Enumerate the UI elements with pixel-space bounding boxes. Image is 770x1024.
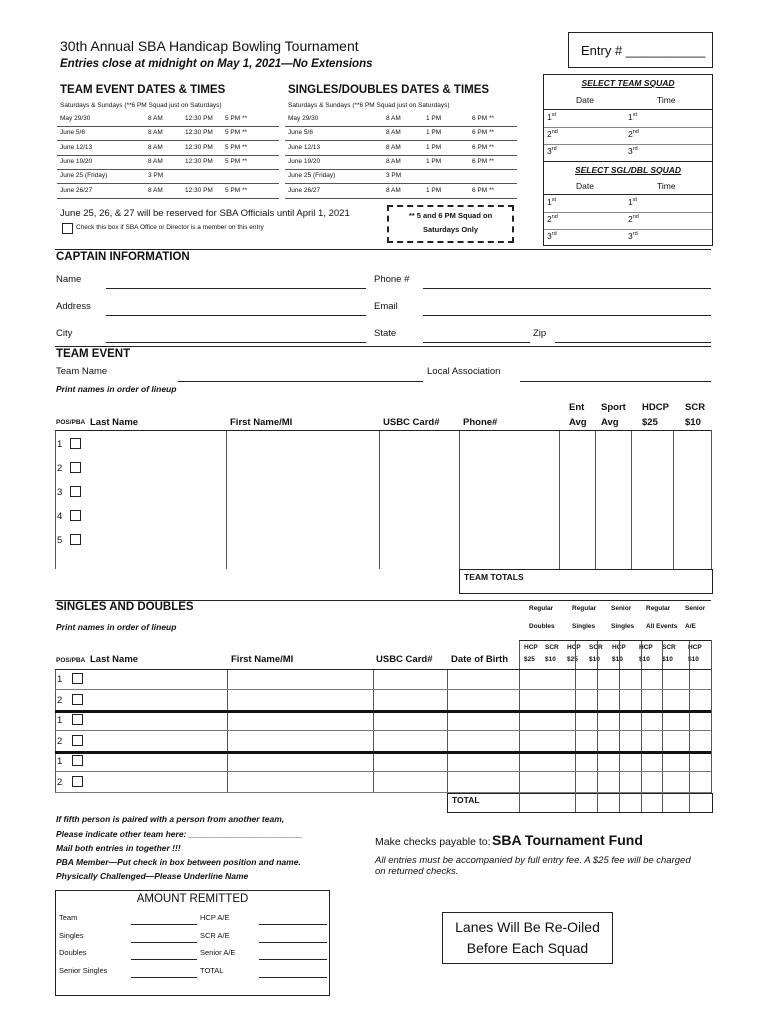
singles-group-bottom-4: A/E <box>685 623 696 630</box>
singles-sub-bottom-7: $10 <box>688 656 699 663</box>
sgl_squad-time-choice-2[interactable]: 2nd <box>628 214 639 224</box>
other-team-note: Please indicate other team here: ________________________ <box>56 829 303 839</box>
amount-right-label-0: HCP A/E <box>200 913 230 922</box>
amount-left-field-3[interactable] <box>131 977 197 978</box>
entry-number-box[interactable] <box>568 32 713 68</box>
amount-left-label-3: Senior Singles <box>59 965 108 975</box>
select-squad-panel <box>543 74 713 246</box>
entries-close-note: Entries close at midnight on May 1, 2021—No Extensions <box>60 58 373 70</box>
singles-pba-checkbox-4[interactable] <box>72 755 83 766</box>
sgl_squad-choice-3[interactable]: 3rd <box>547 231 557 241</box>
captain-state-field[interactable] <box>423 342 530 343</box>
amount-right-label-3: TOTAL <box>200 965 224 975</box>
sgl_dates-cell: June 26/27 <box>288 186 321 194</box>
page-title: 30th Annual SBA Handicap Bowling Tournament <box>60 38 359 54</box>
team_dates-cell: 5 PM ** <box>225 186 248 194</box>
singles-title: SINGLES AND DOUBLES <box>56 601 194 613</box>
sgl_squad-time-choice-1[interactable]: 1st <box>628 197 638 207</box>
amount-remitted-box <box>55 890 330 996</box>
squad-note-line1: ** 5 and 6 PM Squad on <box>408 211 493 220</box>
fifth-person-note: If fifth person is paired with a person from another team, <box>56 814 285 824</box>
returned-check-note: All entries must be accompanied by full entry fee. A $25 fee will be charged on returned checks. <box>375 855 691 877</box>
singles-group-top-2: Senior <box>611 605 632 612</box>
team_dates-cell: 5 PM ** <box>225 115 248 122</box>
team-pba-checkbox-3[interactable] <box>70 486 81 497</box>
team-head-top-2: HDCP <box>642 402 669 413</box>
mail-together-note: Mail both entries in together !!! <box>56 843 181 853</box>
singles-pair-divider <box>55 751 711 754</box>
team-name-label: Team Name <box>56 366 108 377</box>
singles-sub-top-2: HCP <box>567 644 581 651</box>
team-head-bottom-3: $10 <box>685 417 701 428</box>
singles-group-top-1: Regular <box>572 605 597 612</box>
singles-col-usbc: USBC Card# <box>376 654 433 665</box>
sgl_dates-cell: 8 AM <box>386 143 401 151</box>
sgl_dates-cell: 1 PM <box>426 143 442 151</box>
captain-state-label: State <box>374 328 397 339</box>
sgl_dates-cell: 1 PM <box>426 186 442 194</box>
team-pba-checkbox-1[interactable] <box>70 438 81 449</box>
team_squad-time-choice-3[interactable]: 3rd <box>628 146 638 156</box>
singles-group-bottom-1: Singles <box>572 623 596 630</box>
amount-right-field-2[interactable] <box>259 959 327 960</box>
team_dates-cell: May 29/30 <box>60 115 91 122</box>
team_squad-choice-3[interactable]: 3rd <box>547 146 557 156</box>
sgl_dates-cell: 8 AM <box>386 157 401 165</box>
singles-sub-top-3: SCR <box>589 644 603 651</box>
sgl-squad-title: SELECT SGL/DBL SQUAD <box>574 165 682 175</box>
team-row-pos-1: 1 <box>57 439 63 450</box>
team-pba-checkbox-2[interactable] <box>70 462 81 473</box>
team-col-first: First Name/MI <box>230 417 293 428</box>
amount-left-label-1: Singles <box>59 930 84 940</box>
amount-right-label-1: SCR A/E <box>200 930 230 940</box>
singles-sub-bottom-1: $10 <box>545 656 556 663</box>
singles-sub-bottom-5: $10 <box>639 656 650 663</box>
team-pba-checkbox-5[interactable] <box>70 534 81 545</box>
amount-right-label-2: Senior A/E <box>200 948 236 957</box>
singles-print-note: Print names in order of lineup <box>56 622 177 632</box>
team-head-top-3: SCR <box>685 402 706 413</box>
team-head-top-0: Ent <box>569 402 585 413</box>
team-totals-label: TEAM TOTALS <box>464 572 524 582</box>
team_dates-cell: 8 AM <box>148 186 163 194</box>
team_dates-cell: 8 AM <box>148 143 163 151</box>
singles-group-top-0: Regular <box>529 605 554 612</box>
team-head-bottom-0: Avg <box>569 417 587 428</box>
team_squad-choice-2[interactable]: 2nd <box>547 129 558 139</box>
team-row-pos-4: 4 <box>57 511 63 522</box>
singles-pba-checkbox-0[interactable] <box>72 673 83 684</box>
singles-pba-checkbox-1[interactable] <box>72 694 83 705</box>
singles-sub-top-5: HCP <box>639 644 653 651</box>
singles-total-row <box>447 793 713 813</box>
sgl_squad-choice-1[interactable]: 1st <box>547 197 557 207</box>
amount-right-field-3[interactable] <box>259 977 327 978</box>
singles-row-pos-2: 1 <box>57 715 63 726</box>
team_dates-cell: 8 AM <box>148 129 163 137</box>
team-squad-date-label: Date <box>576 95 594 105</box>
team-col-pos: POS/PBA <box>56 419 86 426</box>
officials-checkbox-label: Check this box if SBA Office or Director is a member on this entry <box>76 224 264 231</box>
singles-group-top-4: Senior <box>685 605 706 612</box>
amount-remitted-title: AMOUNT REMITTED <box>136 893 249 905</box>
singles-col-first: First Name/MI <box>231 654 294 665</box>
amount-left-label-2: Doubles <box>59 948 87 957</box>
singles-col-last: Last Name <box>90 654 139 665</box>
team_squad-time-choice-2[interactable]: 2nd <box>628 129 639 139</box>
team_squad-time-choice-1[interactable]: 1st <box>628 112 638 122</box>
sgl_dates-cell: 6 PM ** <box>472 115 495 122</box>
team-head-bottom-2: $25 <box>642 417 658 428</box>
singles-sub-bottom-3: $10 <box>589 656 600 663</box>
sgl_dates-cell: June 19/20 <box>288 157 321 165</box>
captain-phone-label: Phone # <box>374 274 410 285</box>
singles-col-dob: Date of Birth <box>451 654 508 665</box>
singles-group-bottom-2: Singles <box>611 623 635 630</box>
payable-prefix: Make checks payable to: <box>375 836 491 848</box>
singles-pba-checkbox-2[interactable] <box>72 714 83 725</box>
singles-group-top-3: Regular <box>646 605 671 612</box>
sgl_dates-cell: May 29/30 <box>288 115 319 122</box>
amount-left-field-2[interactable] <box>131 959 197 960</box>
pba-member-note: PBA Member—Put check in box between position and name. <box>56 857 301 867</box>
captain-city-label: City <box>56 328 73 339</box>
captain-phone-field[interactable] <box>423 288 711 289</box>
singles-group-bottom-0: Doubles <box>529 623 555 630</box>
captain-address-label: Address <box>56 301 91 312</box>
sgl-squad-date-label: Date <box>576 181 594 191</box>
captain-email-field[interactable] <box>423 315 711 316</box>
singles-col-pos: POS/PBA <box>56 657 86 664</box>
singles-sub-top-6: SCR <box>662 644 676 651</box>
team_dates-cell: 5 PM ** <box>225 157 248 165</box>
team_dates-cell: June 5/6 <box>60 129 85 137</box>
captain-city-field[interactable] <box>106 342 366 343</box>
sgl_dates-cell: 1 PM <box>426 129 442 137</box>
team_dates-cell: June 26/27 <box>60 186 93 194</box>
team_dates-cell: 5 PM ** <box>225 129 248 137</box>
team-dates-title: TEAM EVENT DATES & TIMES <box>60 84 226 96</box>
team_dates-cell: June 12/13 <box>60 143 93 151</box>
team-squad-title: SELECT TEAM SQUAD <box>581 78 675 88</box>
captain-zip-field[interactable] <box>555 342 711 343</box>
team_dates-cell: 12:30 PM <box>185 186 213 194</box>
sgl_squad-choice-2[interactable]: 2nd <box>547 214 558 224</box>
singles-group-bottom-3: All Events <box>646 623 678 630</box>
singles-roster-table <box>55 669 711 813</box>
sgl-squad-time-label: Time <box>657 181 676 191</box>
sgl_dates-cell: June 12/13 <box>288 143 321 151</box>
singles-sub-bottom-0: $25 <box>524 656 535 663</box>
team_squad-choice-1[interactable]: 1st <box>547 112 557 122</box>
officials-checkbox[interactable] <box>62 223 73 234</box>
sgl_dates-cell: 6 PM ** <box>472 186 495 194</box>
sgl-dates-title: SINGLES/DOUBLES DATES & TIMES <box>288 84 490 96</box>
team_dates-cell: 8 AM <box>148 115 163 122</box>
sgl-dates-note: Saturdays & Sundays (**6 PM Squad just on Saturdays) <box>288 102 450 109</box>
local-assoc-field[interactable] <box>520 381 711 382</box>
sgl_dates-cell: June 5/6 <box>288 129 313 137</box>
singles-sub-bottom-4: $10 <box>612 656 623 663</box>
local-assoc-label: Local Association <box>427 366 501 377</box>
team-row-pos-3: 3 <box>57 487 63 498</box>
team-head-top-1: Sport <box>601 402 626 413</box>
team_dates-cell: 8 AM <box>148 157 163 165</box>
captain-zip-label: Zip <box>533 328 547 339</box>
team-row-pos-2: 2 <box>57 463 63 474</box>
lanes-line2: Before Each Squad <box>466 940 589 956</box>
team-print-note: Print names in order of lineup <box>56 384 177 394</box>
team-col-phone: Phone# <box>463 417 498 428</box>
team-event-title: TEAM EVENT <box>56 348 131 360</box>
amount-left-field-1[interactable] <box>131 942 197 943</box>
sgl_dates-cell: June 25 (Friday) <box>288 172 336 180</box>
team_dates-cell: 12:30 PM <box>185 157 213 165</box>
team_dates-cell: 5 PM ** <box>225 143 248 151</box>
amount-left-field-0[interactable] <box>131 924 197 925</box>
singles-row-pos-1: 2 <box>57 694 63 706</box>
singles-sub-top-4: HCP <box>612 644 626 651</box>
captain-address-field[interactable] <box>106 315 366 316</box>
physically-challenged-note: Physically Challenged—Please Underline Name <box>56 871 249 881</box>
squad-note-line2: Saturdays Only <box>422 225 479 234</box>
sgl_dates-cell: 3 PM <box>386 172 402 180</box>
singles-sub-top-0: HCP <box>524 644 538 651</box>
singles-pba-checkbox-3[interactable] <box>72 735 83 746</box>
singles-sub-top-1: SCR <box>545 644 559 651</box>
sgl_dates-cell: 8 AM <box>386 186 401 194</box>
singles-sub-bottom-6: $10 <box>662 656 673 663</box>
entry-number-label: Entry # ___________ <box>581 43 706 58</box>
team_dates-cell: 12:30 PM <box>185 129 213 137</box>
sgl_dates-cell: 8 AM <box>386 115 401 122</box>
captain-name-label: Name <box>56 274 82 285</box>
singles-row-pos-0: 1 <box>57 674 63 685</box>
amount-right-field-0[interactable] <box>259 924 327 925</box>
amount-left-label-0: Team <box>59 913 78 922</box>
team_dates-cell: 12:30 PM <box>185 115 213 122</box>
singles-sub-bottom-2: $25 <box>567 656 578 663</box>
singles-row-pos-4: 1 <box>57 756 63 767</box>
sgl_dates-cell: 6 PM ** <box>472 157 495 165</box>
lanes-line1: Lanes Will Be Re-Oiled <box>455 919 600 935</box>
team-row-pos-5: 5 <box>57 535 63 546</box>
team_dates-cell: June 19/20 <box>60 157 93 165</box>
reserved-note: June 25, 26, & 27 will be reserved for SBA Officials until April 1, 2021 <box>60 208 350 219</box>
sgl_dates-cell: 6 PM ** <box>472 129 495 137</box>
sgl_dates-cell: 1 PM <box>426 157 442 165</box>
singles-row-pos-3: 2 <box>57 735 63 747</box>
team-pba-checkbox-4[interactable] <box>70 510 81 521</box>
sgl_squad-time-choice-3[interactable]: 3rd <box>628 231 638 241</box>
singles-pba-checkbox-5[interactable] <box>72 776 83 787</box>
singles-sub-top-7: HCP <box>688 644 702 651</box>
singles-total-label: TOTAL <box>452 795 480 805</box>
team_dates-cell: June 25 (Friday) <box>60 172 108 180</box>
team_dates-cell: 3 PM <box>148 172 164 180</box>
sgl_dates-cell: 1 PM <box>426 115 442 122</box>
team-roster-table <box>55 430 711 593</box>
singles-row-pos-5: 2 <box>57 776 63 788</box>
sgl_dates-cell: 8 AM <box>386 129 401 137</box>
team-col-last: Last Name <box>90 417 139 428</box>
sgl_dates-cell: 6 PM ** <box>472 143 495 151</box>
team_dates-cell: 12:30 PM <box>185 143 213 151</box>
team-col-usbc: USBC Card# <box>383 417 440 428</box>
amount-right-field-1[interactable] <box>259 942 327 943</box>
payable-name: SBA Tournament Fund <box>492 832 643 848</box>
team-squad-time-label: Time <box>657 95 676 105</box>
singles-pair-divider <box>55 710 711 713</box>
team-head-bottom-1: Avg <box>601 417 619 428</box>
team-name-field[interactable] <box>178 381 423 382</box>
captain-email-label: Email <box>374 301 398 312</box>
team-dates-note: Saturdays & Sundays (**6 PM Squad just on Saturdays) <box>60 102 222 109</box>
squad-note-box <box>387 205 514 243</box>
captain-name-field[interactable] <box>106 288 366 289</box>
captain-title: CAPTAIN INFORMATION <box>56 251 190 263</box>
lanes-reoiled-box <box>442 912 613 964</box>
